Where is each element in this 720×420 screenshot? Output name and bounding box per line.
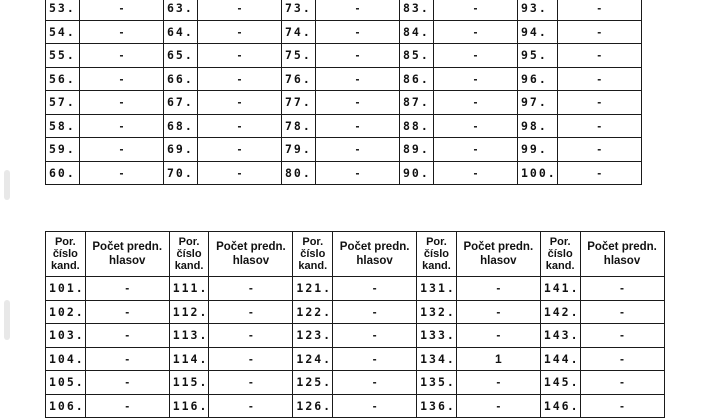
preference-votes-cell: - bbox=[198, 67, 282, 91]
header-candidate-number-line: kand. bbox=[174, 260, 204, 272]
candidate-number-cell: 94. bbox=[518, 20, 558, 44]
candidate-number-cell: 66. bbox=[164, 67, 198, 91]
preference-votes-cell: - bbox=[434, 161, 518, 185]
preference-votes-cell: - bbox=[198, 0, 282, 20]
preference-votes-cell: - bbox=[209, 277, 293, 301]
preference-votes-cell: - bbox=[80, 138, 164, 162]
preference-votes-cell: - bbox=[209, 300, 293, 324]
candidate-number-cell: 113. bbox=[169, 324, 209, 348]
candidate-number-cell: 69. bbox=[164, 138, 198, 162]
header-candidate-number-line: Por. bbox=[302, 236, 324, 248]
header-candidate-number-line: Por. bbox=[54, 236, 76, 248]
preference-votes-cell: - bbox=[580, 277, 664, 301]
preference-votes-cell: - bbox=[456, 394, 540, 418]
header-candidate-number bbox=[169, 232, 209, 277]
candidate-number-cell: 114. bbox=[169, 347, 209, 371]
preference-votes-cell: - bbox=[198, 161, 282, 185]
header-candidate-number bbox=[293, 232, 333, 277]
preference-votes-cell: - bbox=[198, 91, 282, 115]
preference-votes-cell: - bbox=[316, 91, 400, 115]
candidate-number-cell: 55. bbox=[46, 44, 80, 68]
header-preference-votes-line: Počet predn. bbox=[463, 241, 534, 253]
preference-votes-cell: - bbox=[209, 347, 293, 371]
preference-votes-table-bottom bbox=[45, 231, 665, 418]
candidate-number-cell: 99. bbox=[518, 138, 558, 162]
preference-votes-cell: - bbox=[316, 20, 400, 44]
candidate-number-cell: 74. bbox=[282, 20, 316, 44]
table-row bbox=[46, 67, 642, 91]
table-row bbox=[46, 114, 642, 138]
candidate-number-cell: 123. bbox=[293, 324, 333, 348]
table-row bbox=[46, 161, 642, 185]
preference-votes-cell: - bbox=[316, 44, 400, 68]
preference-votes-cell: - bbox=[333, 324, 417, 348]
preference-votes-cell: - bbox=[580, 300, 664, 324]
header-candidate-number-line: číslo bbox=[423, 248, 449, 260]
candidate-number-cell: 75. bbox=[282, 44, 316, 68]
candidate-number-cell: 144. bbox=[540, 347, 580, 371]
header-candidate-number-line: Por. bbox=[426, 236, 447, 248]
header-candidate-number bbox=[46, 232, 86, 277]
preference-votes-cell: - bbox=[316, 138, 400, 162]
candidate-number-cell: 126. bbox=[293, 394, 333, 418]
preference-votes-cell: - bbox=[333, 347, 417, 371]
header-candidate-number-line: kand. bbox=[50, 260, 80, 272]
preference-votes-cell: - bbox=[316, 161, 400, 185]
preference-votes-cell: - bbox=[80, 0, 164, 20]
candidate-number-cell: 85. bbox=[400, 44, 434, 68]
preference-votes-cell: - bbox=[434, 44, 518, 68]
candidate-number-cell: 70. bbox=[164, 161, 198, 185]
candidate-number-cell: 111. bbox=[169, 277, 209, 301]
candidate-number-cell: 59. bbox=[46, 138, 80, 162]
preference-votes-cell: - bbox=[456, 277, 540, 301]
preference-votes-cell: - bbox=[80, 161, 164, 185]
preference-votes-cell: - bbox=[456, 371, 540, 395]
header-preference-votes bbox=[85, 232, 169, 277]
candidate-number-cell: 65. bbox=[164, 44, 198, 68]
preference-votes-cell: - bbox=[316, 0, 400, 20]
candidate-number-cell: 95. bbox=[518, 44, 558, 68]
header-preference-votes bbox=[456, 232, 540, 277]
preference-votes-cell: - bbox=[557, 0, 641, 20]
candidate-number-cell: 102. bbox=[46, 300, 86, 324]
header-candidate-number-line: Por. bbox=[549, 236, 571, 248]
preference-votes-cell: - bbox=[80, 20, 164, 44]
candidate-number-cell: 78. bbox=[282, 114, 316, 138]
table-row bbox=[46, 44, 642, 68]
candidate-number-cell: 121. bbox=[293, 277, 333, 301]
header-preference-votes-line: Počet predn. bbox=[92, 241, 163, 253]
candidate-number-cell: 53. bbox=[46, 0, 80, 20]
preference-votes-cell: - bbox=[557, 67, 641, 91]
candidate-number-cell: 124. bbox=[293, 347, 333, 371]
header-preference-votes bbox=[580, 232, 664, 277]
candidate-number-cell: 64. bbox=[164, 20, 198, 44]
candidate-number-cell: 135. bbox=[417, 371, 457, 395]
header-candidate-number-line: kand. bbox=[422, 260, 451, 272]
header-candidate-number-line: Por. bbox=[178, 236, 200, 248]
header-candidate-number-line: číslo bbox=[300, 248, 326, 260]
preference-votes-cell: - bbox=[80, 67, 164, 91]
candidate-number-cell: 79. bbox=[282, 138, 316, 162]
preference-votes-cell: - bbox=[557, 91, 641, 115]
preference-votes-cell: - bbox=[580, 394, 664, 418]
preference-votes-cell: - bbox=[434, 0, 518, 20]
preference-votes-cell: - bbox=[557, 20, 641, 44]
candidate-number-cell: 132. bbox=[417, 300, 457, 324]
candidate-number-cell: 141. bbox=[540, 277, 580, 301]
table-row bbox=[46, 138, 642, 162]
header-preference-votes-line: hlasov bbox=[480, 255, 517, 267]
candidate-number-cell: 104. bbox=[46, 347, 86, 371]
candidate-number-cell: 116. bbox=[169, 394, 209, 418]
scan-artifact bbox=[4, 300, 10, 340]
preference-votes-cell: - bbox=[198, 20, 282, 44]
header-candidate-number-line: kand. bbox=[298, 260, 328, 272]
preference-votes-cell: - bbox=[85, 394, 169, 418]
candidate-number-cell: 57. bbox=[46, 91, 80, 115]
candidate-number-cell: 87. bbox=[400, 91, 434, 115]
preference-votes-cell: - bbox=[333, 371, 417, 395]
candidate-number-cell: 103. bbox=[46, 324, 86, 348]
preference-votes-cell: - bbox=[434, 114, 518, 138]
candidate-number-cell: 63. bbox=[164, 0, 198, 20]
preference-votes-cell: - bbox=[85, 347, 169, 371]
candidate-number-cell: 89. bbox=[400, 138, 434, 162]
table-row bbox=[46, 91, 642, 115]
preference-votes-cell: - bbox=[85, 300, 169, 324]
header-preference-votes-line: hlasov bbox=[108, 255, 146, 267]
candidate-number-cell: 96. bbox=[518, 67, 558, 91]
preference-votes-cell: - bbox=[580, 347, 664, 371]
header-candidate-number-line: číslo bbox=[52, 248, 78, 260]
candidate-number-cell: 97. bbox=[518, 91, 558, 115]
candidate-number-cell: 133. bbox=[417, 324, 457, 348]
preference-votes-cell: - bbox=[85, 277, 169, 301]
candidate-number-cell: 122. bbox=[293, 300, 333, 324]
candidate-number-cell: 105. bbox=[46, 371, 86, 395]
candidate-number-cell: 83. bbox=[400, 0, 434, 20]
candidate-number-cell: 142. bbox=[540, 300, 580, 324]
preference-votes-cell: - bbox=[80, 44, 164, 68]
candidate-number-cell: 106. bbox=[46, 394, 86, 418]
preference-votes-cell: - bbox=[456, 300, 540, 324]
preference-votes-cell: - bbox=[557, 114, 641, 138]
preference-votes-cell: - bbox=[333, 277, 417, 301]
candidate-number-cell: 145. bbox=[540, 371, 580, 395]
header-candidate-number-line: číslo bbox=[547, 248, 573, 260]
candidate-number-cell: 93. bbox=[518, 0, 558, 20]
candidate-number-cell: 100. bbox=[518, 161, 558, 185]
header-preference-votes bbox=[209, 232, 293, 277]
header-preference-votes-line: hlasov bbox=[356, 255, 393, 267]
candidate-number-cell: 60. bbox=[46, 161, 80, 185]
candidate-number-cell: 77. bbox=[282, 91, 316, 115]
candidate-number-cell: 54. bbox=[46, 20, 80, 44]
candidate-number-cell: 84. bbox=[400, 20, 434, 44]
header-candidate-number-line: kand. bbox=[545, 260, 575, 272]
candidate-number-cell: 112. bbox=[169, 300, 209, 324]
preference-votes-cell: - bbox=[198, 44, 282, 68]
preference-votes-cell: - bbox=[580, 324, 664, 348]
preference-votes-cell: - bbox=[209, 371, 293, 395]
preference-votes-cell: - bbox=[198, 114, 282, 138]
preference-votes-cell: - bbox=[580, 371, 664, 395]
candidate-number-cell: 115. bbox=[169, 371, 209, 395]
candidate-number-cell: 86. bbox=[400, 67, 434, 91]
header-candidate-number-line: číslo bbox=[176, 248, 202, 260]
header-preference-votes-line: hlasov bbox=[603, 255, 641, 267]
preference-votes-cell: - bbox=[333, 300, 417, 324]
candidate-number-cell: 90. bbox=[400, 161, 434, 185]
candidate-number-cell: 146. bbox=[540, 394, 580, 418]
candidate-number-cell: 68. bbox=[164, 114, 198, 138]
candidate-number-cell: 58. bbox=[46, 114, 80, 138]
table-row bbox=[46, 277, 665, 301]
table-row bbox=[46, 394, 665, 418]
candidate-number-cell: 134. bbox=[417, 347, 457, 371]
table-row bbox=[46, 371, 665, 395]
preference-votes-cell: - bbox=[80, 91, 164, 115]
candidate-number-cell: 56. bbox=[46, 67, 80, 91]
header-preference-votes bbox=[333, 232, 417, 277]
header-preference-votes-line: hlasov bbox=[232, 255, 270, 267]
table-header-row bbox=[46, 232, 665, 277]
candidate-number-cell: 98. bbox=[518, 114, 558, 138]
candidate-number-cell: 125. bbox=[293, 371, 333, 395]
table-row bbox=[46, 324, 665, 348]
preference-votes-cell: - bbox=[434, 138, 518, 162]
candidate-number-cell: 143. bbox=[540, 324, 580, 348]
preference-votes-cell: - bbox=[80, 114, 164, 138]
candidate-number-cell: 80. bbox=[282, 161, 316, 185]
preference-votes-cell: - bbox=[209, 394, 293, 418]
header-candidate-number bbox=[417, 232, 457, 277]
candidate-number-cell: 76. bbox=[282, 67, 316, 91]
preference-votes-cell: - bbox=[557, 138, 641, 162]
table-row bbox=[46, 20, 642, 44]
preference-votes-cell: - bbox=[434, 91, 518, 115]
candidate-number-cell: 131. bbox=[417, 277, 457, 301]
preference-votes-cell: - bbox=[85, 371, 169, 395]
header-preference-votes-line: Počet predn. bbox=[216, 241, 286, 253]
preference-votes-cell: - bbox=[557, 161, 641, 185]
preference-votes-cell: - bbox=[456, 324, 540, 348]
preference-votes-cell: - bbox=[209, 324, 293, 348]
candidate-number-cell: 101. bbox=[46, 277, 86, 301]
candidate-number-cell: 73. bbox=[282, 0, 316, 20]
header-preference-votes-line: Počet predn. bbox=[339, 241, 410, 253]
scan-artifact bbox=[4, 170, 10, 200]
preference-votes-cell: - bbox=[316, 114, 400, 138]
table-row bbox=[46, 300, 665, 324]
header-preference-votes-line: Počet predn. bbox=[587, 241, 657, 253]
candidate-number-cell: 88. bbox=[400, 114, 434, 138]
table-row bbox=[46, 0, 642, 20]
preference-votes-cell: - bbox=[434, 20, 518, 44]
preference-votes-cell: - bbox=[316, 67, 400, 91]
preference-votes-cell: 1 bbox=[456, 347, 540, 371]
preference-votes-cell: - bbox=[198, 138, 282, 162]
preference-votes-cell: - bbox=[85, 324, 169, 348]
table-row bbox=[46, 347, 665, 371]
preference-votes-table-top bbox=[45, 0, 642, 185]
preference-votes-cell: - bbox=[434, 67, 518, 91]
candidate-number-cell: 136. bbox=[417, 394, 457, 418]
header-candidate-number bbox=[540, 232, 580, 277]
preference-votes-cell: - bbox=[333, 394, 417, 418]
preference-votes-cell: - bbox=[557, 44, 641, 68]
candidate-number-cell: 67. bbox=[164, 91, 198, 115]
